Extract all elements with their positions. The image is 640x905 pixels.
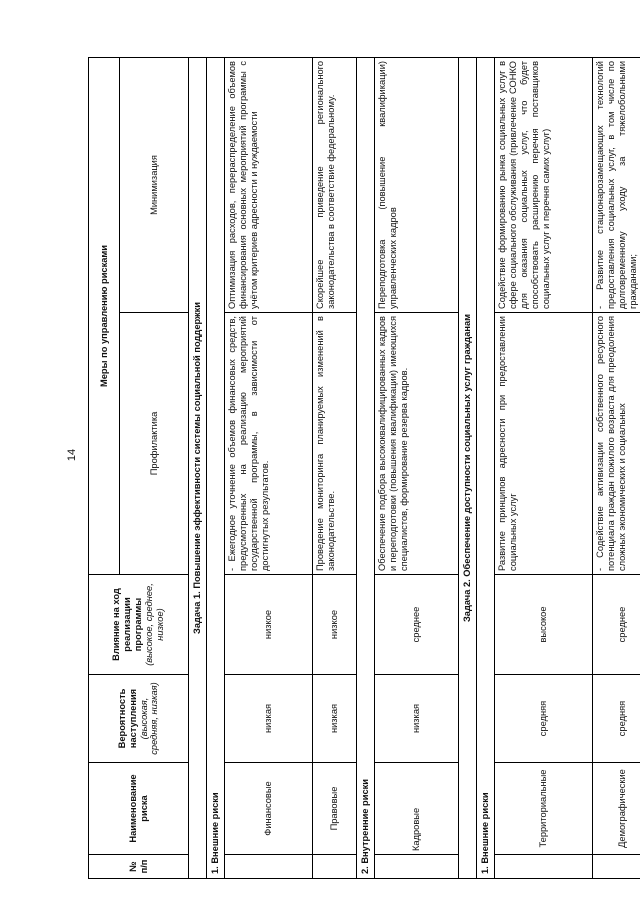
- header-probability: [89, 675, 189, 763]
- risk-name: Финансовые: [224, 763, 312, 855]
- risk-table-sheet: [88, 58, 638, 879]
- row-num: [312, 855, 356, 879]
- task1-external-header: 1. Внешние риски: [206, 57, 224, 878]
- row-num: [374, 855, 458, 879]
- risk-prevention: Обеспечение подбора высококвалифицированных кадров и переподготовки (повышения квалификации) имеющихся специалистов, формирование резерва кадров.: [374, 313, 458, 575]
- risk-impact: низкое: [312, 575, 356, 675]
- header-impact-label: Влияние на ход реализации программы: [111, 588, 144, 661]
- risk-prevention: - Содействие активизации собственного ресурсного потенциала граждан пожилого возраста для преодоления сложных экономических и социальных: [592, 313, 640, 575]
- task1-internal-header: 2. Внутренние риски: [356, 57, 374, 878]
- risk-impact: среднее: [592, 575, 640, 675]
- row-num: [224, 855, 312, 879]
- risk-impact: низкое: [224, 575, 312, 675]
- header-probability-label: Вероятность наступления: [116, 688, 138, 749]
- table-row: [494, 57, 592, 878]
- table-header-row: [89, 57, 120, 878]
- risk-management-table: [88, 57, 640, 879]
- page-number: 14: [66, 448, 78, 462]
- header-impact-sub: (высокое, среднее, низкое): [143, 583, 165, 666]
- risk-name: Правовые: [312, 763, 356, 855]
- risk-name: Территориальные: [494, 763, 592, 855]
- risk-prevention: Развитие принципов адресности при предоставлении социальных услуг: [494, 313, 592, 575]
- section-row: [476, 57, 494, 878]
- risk-name: Демографические: [592, 763, 640, 855]
- header-num: № п/п: [89, 855, 189, 879]
- risk-minimization: Переподготовка (повышение квалификации) управленческих кадров: [374, 57, 458, 312]
- risk-impact: высокое: [494, 575, 592, 675]
- risk-probability: низкая: [312, 675, 356, 763]
- header-impact: [89, 575, 189, 675]
- task1-title: Задача 1. Повышение эффективности системы социальной поддержки: [189, 57, 207, 878]
- header-probability-sub: (высокая, средняя, низкая): [138, 682, 160, 755]
- table-row: [374, 57, 458, 878]
- task-row: [458, 57, 476, 878]
- header-risk-name: Наименование риска: [89, 763, 189, 855]
- risk-probability: низкая: [374, 675, 458, 763]
- risk-name: Кадровые: [374, 763, 458, 855]
- risk-probability: средняя: [592, 675, 640, 763]
- table-row: [224, 57, 312, 878]
- table-row: [312, 57, 356, 878]
- header-prevention: Профилактика: [120, 313, 189, 575]
- task2-external-header: 1. Внешние риски: [476, 57, 494, 878]
- section-row: [206, 57, 224, 878]
- risk-minimization: Оптимизация расходов, перераспределение объемов финансирования основных мероприятий программы с учётом критериев адресности и нуждаемости: [224, 57, 312, 312]
- task-row: [189, 57, 207, 878]
- risk-probability: низкая: [224, 675, 312, 763]
- task2-title: Задача 2. Обеспечение доступности социальных услуг гражданам: [458, 57, 476, 878]
- risk-impact: среднее: [374, 575, 458, 675]
- header-measures: Меры по управлению рисками: [89, 57, 120, 574]
- risk-minimization: - Развитие стационарозамещающих технологий предоставления социальных услуг, в том числе по долговременному уходу за тяжелобольными гражданами;: [592, 57, 640, 312]
- risk-prevention: - Ежегодное уточнение объемов финансовых средств, предусмотренных на реализацию мероприятий государственной программы, в зависимости от достигнутых результатов.: [224, 313, 312, 575]
- risk-probability: средняя: [494, 675, 592, 763]
- risk-prevention: Проведение мониторинга планируемых изменений в законодательстве.: [312, 313, 356, 575]
- table-row: [592, 57, 640, 878]
- row-num: [592, 855, 640, 879]
- risk-minimization: Скорейшее приведение регионального законодательства в соответствие федеральному.: [312, 57, 356, 312]
- header-minimization: Минимизация: [120, 57, 189, 312]
- section-row: [356, 57, 374, 878]
- row-num: [494, 855, 592, 879]
- risk-minimization: Содействие формированию рынка социальных услуг в сфере социального обслуживания (привлечение СОНКО для оказания социальных услуг, что будет способствовать расширению перечня поставщиков социальных услуг и перечня самих услуг): [494, 57, 592, 312]
